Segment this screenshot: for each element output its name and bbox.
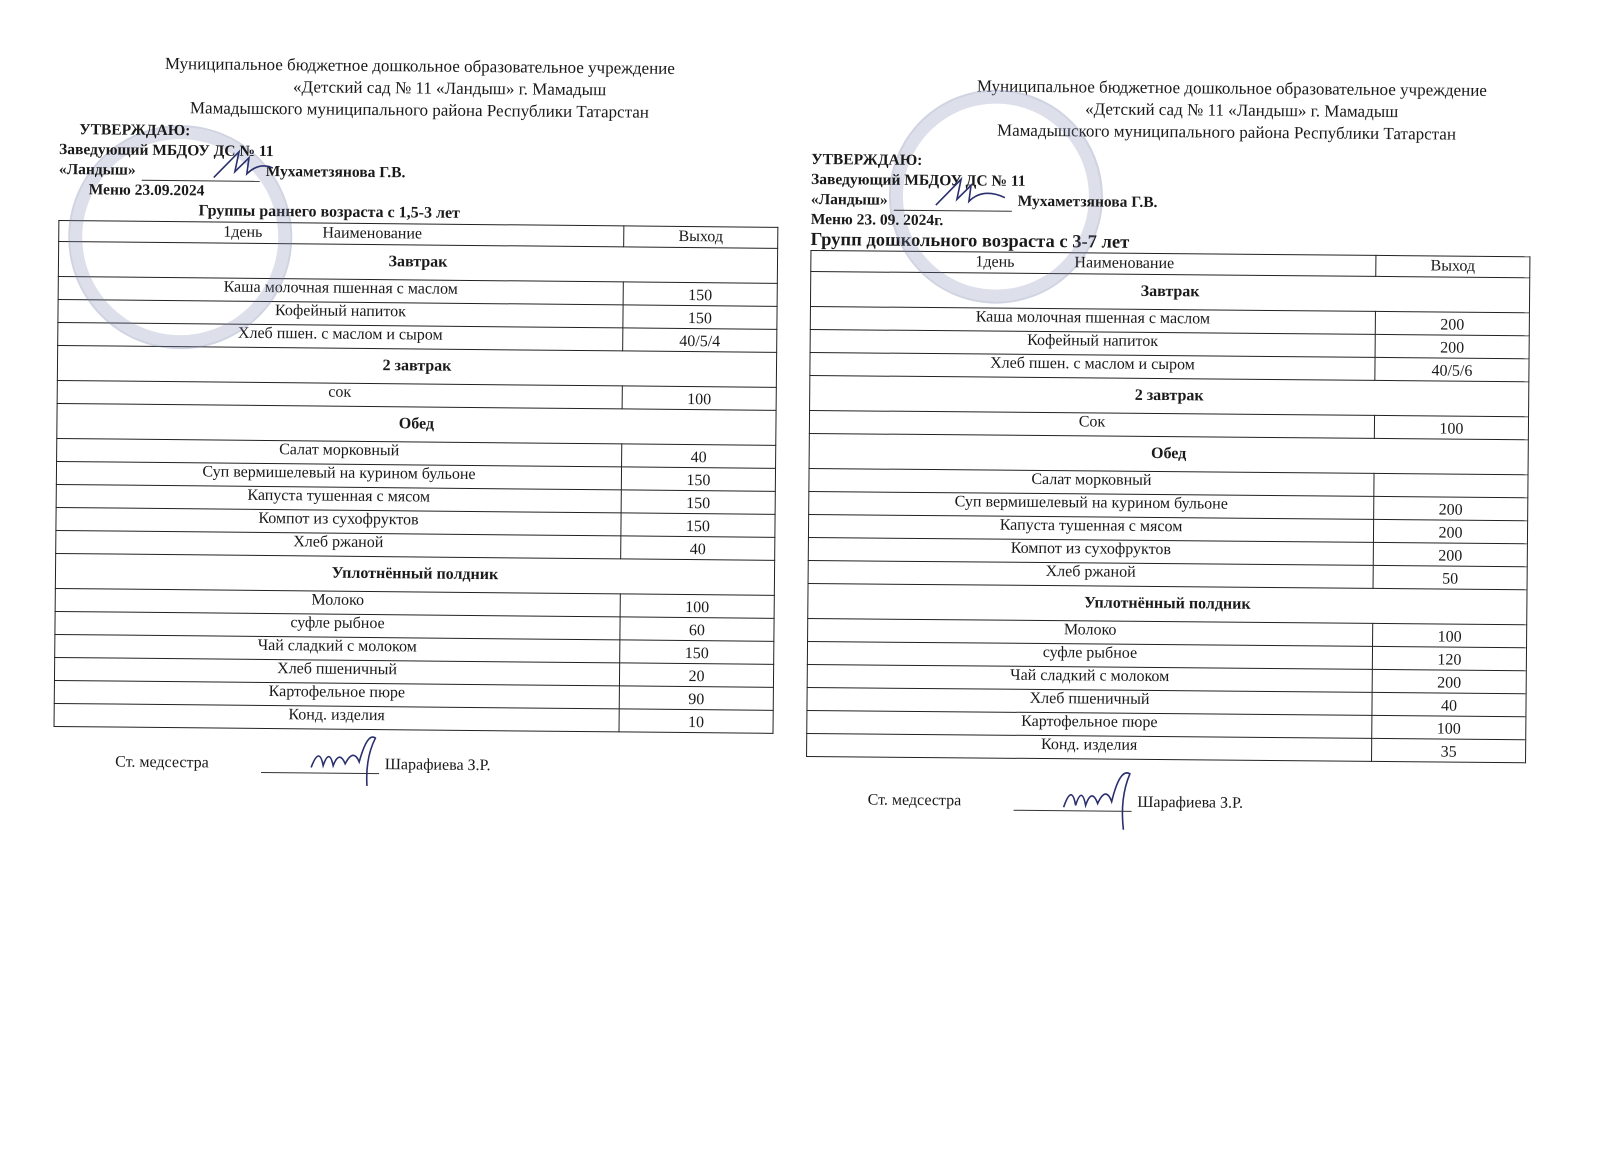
dish-output: 20: [619, 663, 773, 687]
nurse-signature: [305, 727, 396, 788]
dish-output: 150: [621, 490, 775, 514]
dish-name: Чай сладкий с молоком: [55, 634, 620, 662]
dish-row: [807, 733, 1526, 762]
nurse-title: Ст. медсестра: [115, 753, 209, 772]
dish-name: Хлеб пшен. с маслом и сыром: [810, 352, 1375, 380]
head-name: Мухаметзянова Г.В.: [1017, 192, 1158, 212]
signature-line: [1013, 810, 1131, 812]
nurse-signature-block: [805, 791, 1525, 837]
meal-section-title: Завтрак: [810, 271, 1529, 312]
column-output-label: Выход: [1376, 255, 1530, 277]
dish-output: 100: [1373, 623, 1527, 647]
approve-label: УТВЕРЖДАЮ:: [79, 121, 191, 140]
dish-name: Конд. изделия: [54, 703, 619, 731]
dish-name: Сок: [809, 410, 1374, 438]
dish-output: 40/5/4: [623, 328, 777, 352]
meal-section-title: 2 завтрак: [810, 375, 1529, 416]
dish-name: Конд. изделия: [807, 733, 1372, 761]
dish-name: Молоко: [55, 588, 620, 616]
dish-output: 200: [1374, 496, 1528, 520]
dish-output: 200: [1375, 311, 1529, 335]
dish-output: 60: [620, 617, 774, 641]
group-title: Групп дошкольного возраста с 3-7 лет: [810, 229, 1130, 253]
dish-name: Салат морковный: [57, 438, 622, 466]
dish-output: 40: [1372, 692, 1526, 716]
dish-output: 40: [621, 536, 775, 560]
group-title: Группы раннего возраста с 1,5-3 лет: [198, 202, 461, 222]
org-line-2: «Детский сад № 11 «Ландыш» г. Мамадыш: [292, 77, 607, 100]
dish-name: Хлеб пшеничный: [54, 657, 619, 685]
approve-label: УТВЕРЖДАЮ:: [811, 150, 923, 169]
dish-output: [1374, 473, 1528, 497]
dish-name: Кофейный напиток: [58, 299, 623, 327]
head-name: Мухаметзянова Г.В.: [265, 162, 406, 182]
kindergarten-name: «Ландыш»: [58, 160, 136, 179]
dish-name: Компот из сухофруктов: [808, 537, 1373, 565]
dish-name: Кофейный напиток: [810, 329, 1375, 357]
dish-output: 200: [1372, 669, 1526, 693]
approval-block: [811, 150, 1532, 236]
signature-line: [261, 772, 379, 774]
dish-name: Компот из сухофруктов: [56, 507, 621, 535]
column-name-label: Наименование: [1074, 254, 1175, 273]
org-line-1: Муниципальное бюджетное дошкольное образовательное учреждение: [976, 76, 1487, 100]
dish-name: Хлеб пшен. с маслом и сыром: [58, 322, 623, 350]
dish-name: Молоко: [808, 618, 1373, 646]
column-name-label: Наименование: [322, 224, 423, 243]
dish-output: 200: [1375, 334, 1529, 358]
dish-name: суфле рыбное: [55, 611, 620, 639]
menu-table: [54, 220, 779, 734]
dish-name: Салат морковный: [809, 468, 1374, 496]
org-line-1: Муниципальное бюджетное дошкольное образовательное учреждение: [164, 54, 675, 78]
dish-name: Хлеб пшеничный: [807, 687, 1372, 715]
dish-name: Хлеб ржаной: [808, 560, 1373, 588]
meal-section-title: Уплотнённый полдник: [808, 583, 1527, 624]
dish-output: 150: [623, 282, 777, 306]
dish-name: Чай сладкий с молоком: [807, 664, 1372, 692]
nurse-signature-block: [53, 753, 773, 800]
menu-sheet-early: [53, 52, 780, 800]
nurse-title: Ст. медсестра: [867, 791, 962, 810]
organization-header: [59, 52, 780, 125]
kindergarten-name: «Ландыш»: [810, 190, 888, 209]
dish-output: 200: [1373, 519, 1527, 543]
menu-sheet-preschool: [805, 74, 1532, 837]
menu-date: Меню 23.09.2024: [88, 181, 205, 200]
column-output-label: Выход: [624, 226, 778, 248]
org-line-3: Мамадышского муниципального района Республики Татарстан: [996, 120, 1457, 144]
approval-block: [59, 120, 780, 207]
organization-header: [811, 74, 1532, 146]
dish-name: Капуста тушенная с мясом: [56, 484, 621, 512]
dish-name: сок: [57, 380, 622, 408]
dish-name: Каша молочная пшенная с маслом: [58, 276, 623, 304]
dish-name: Каша молочная пшенная с маслом: [810, 306, 1375, 334]
dish-output: 40/5/6: [1375, 357, 1529, 381]
dish-output: 150: [621, 513, 775, 537]
dish-output: 150: [623, 305, 777, 329]
dish-name: суфле рыбное: [807, 641, 1372, 669]
dish-output: 40: [622, 444, 776, 468]
dish-output: 120: [1372, 646, 1526, 670]
meal-section-title: 2 завтрак: [57, 345, 776, 387]
dish-name: Суп вермишелевый на курином бульоне: [809, 491, 1374, 519]
nurse-name: Шарафиева З.Р.: [1137, 793, 1244, 812]
dish-name: Картофельное пюре: [54, 680, 619, 708]
meal-section-title: Завтрак: [58, 241, 777, 283]
menu-date: Меню 23. 09. 2024г.: [810, 210, 944, 230]
dish-output: 50: [1373, 565, 1527, 589]
dish-output: 100: [622, 386, 776, 410]
org-line-2: «Детский сад № 11 «Ландыш» г. Мамадыш: [1085, 99, 1399, 122]
dish-output: 100: [1372, 715, 1526, 739]
head-title: Заведующий МБДОУ ДС № 11: [58, 140, 274, 161]
day-label: 1день: [223, 223, 263, 241]
dish-output: 10: [619, 709, 773, 733]
meal-section-title: Обед: [57, 403, 776, 445]
dish-name: Картофельное пюре: [807, 710, 1372, 738]
dish-output: 35: [1372, 738, 1526, 762]
dish-output: 90: [619, 686, 773, 710]
dish-output: 200: [1373, 542, 1527, 566]
dish-name: Хлеб ржаной: [56, 530, 621, 558]
org-line-3: Мамадышского муниципального района Республики Татарстан: [189, 98, 650, 122]
meal-section-title: Обед: [809, 433, 1528, 474]
head-title: Заведующий МБДОУ ДС № 11: [811, 170, 1026, 190]
menu-table: [806, 250, 1530, 763]
nurse-name: Шарафиева З.Р.: [384, 756, 491, 775]
nurse-signature: [1057, 763, 1148, 834]
dish-output: 100: [620, 594, 774, 618]
dish-output: 150: [620, 640, 774, 664]
dish-output: 100: [1374, 415, 1528, 439]
dish-output: 150: [621, 467, 775, 491]
meal-section-title: Уплотнённый полдник: [55, 553, 774, 595]
dish-name: Суп вермишелевый на курином бульоне: [56, 461, 621, 489]
dish-name: Капуста тушенная с мясом: [808, 514, 1373, 542]
day-label: 1день: [975, 253, 1015, 271]
